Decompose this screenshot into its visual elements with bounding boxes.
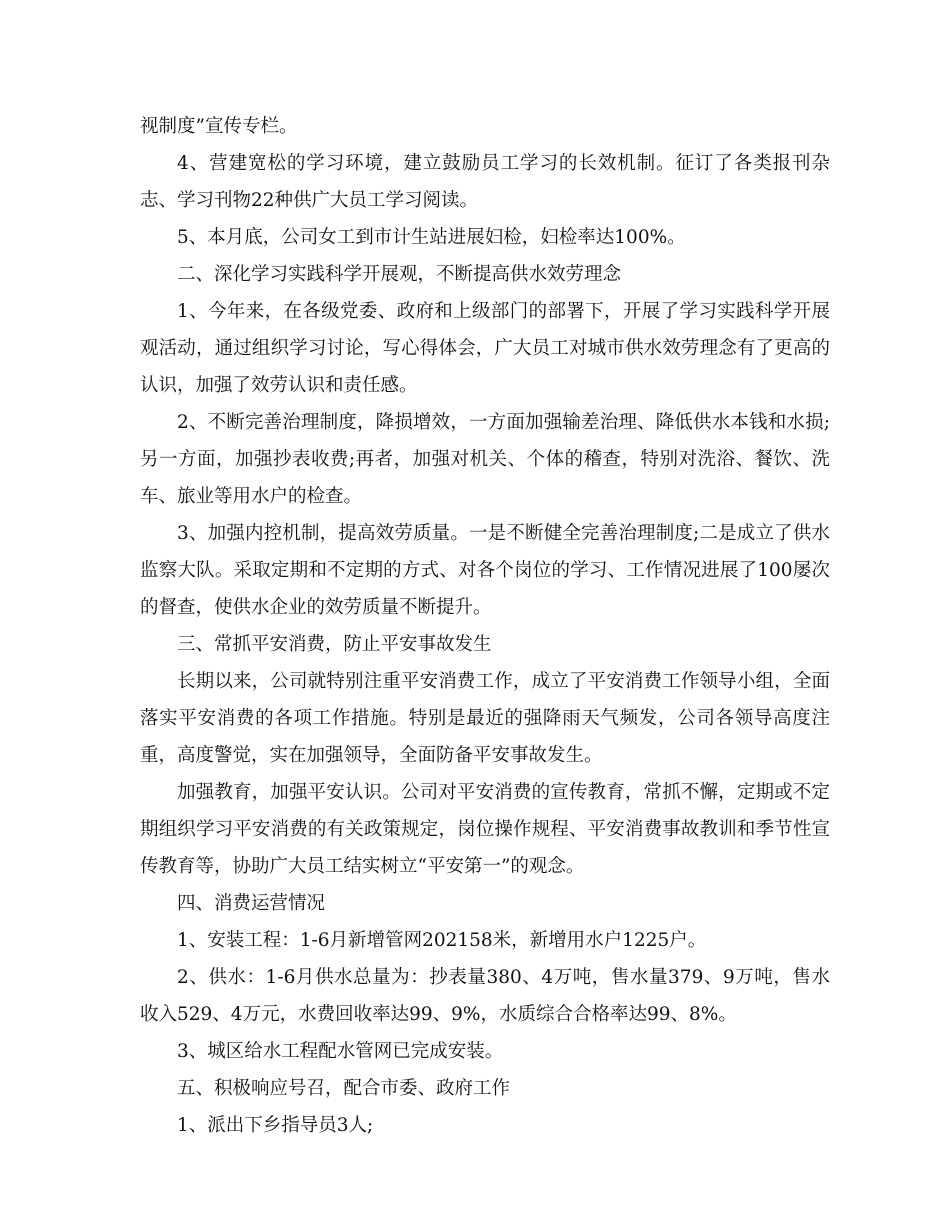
document-body <box>140 108 830 1144</box>
paragraph: 2、不断完善治理制度，降损增效，一方面加强输差治理、降低供水本钱和水损;另一方面，加强抄表收费;再者，加强对机关、个体的稽查，特别对洗浴、餐饮、洗车、旅业等用水户的检查。 <box>140 412 830 507</box>
paragraph: 2、供水：1-6月供水总量为：抄表量380、4万吨，售水量379、9万吨，售水收入529、4万元，水费回收率达99、9%，水质综合合格率达99、8%。 <box>140 967 830 1025</box>
paragraph: 3、城区给水工程配水管网已完成安装。 <box>177 1041 504 1062</box>
paragraph: 1、今年来，在各级党委、政府和上级部门的部署下，开展了学习实践科学开展观活动，通过组织学习讨论，写心得体会，广大员工对城市供水效劳理念有了更高的认识，加强了效劳认识和责任感。 <box>140 301 830 396</box>
paragraph: 4、营建宽松的学习环境，建立鼓励员工学习的长效机制。征订了各类报刊杂志、学习刊物22种供广大员工学习阅读。 <box>140 153 830 211</box>
paragraph: 加强教育，加强平安认识。公司对平安消费的宣传教育，常抓不懈，定期或不定期组织学习平安消费的有关政策规定，岗位操作规程、平安消费事故教训和季节性宣传教育等，协助广大员工结实树立“平安第一”的观念。 <box>140 782 830 877</box>
paragraph: 1、安装工程：1-6月新增管网202158米，新增用水户1225户。 <box>177 930 707 951</box>
paragraph: 3、加强内控机制，提高效劳质量。一是不断健全完善治理制度;二是成立了供水监察大队。采取定期和不定期的方式、对各个岗位的学习、工作情况进展了100屡次的督查，使供水企业的效劳质量不断提升。 <box>140 523 830 618</box>
section-heading: 四、消费运营情况 <box>177 893 326 914</box>
section-heading: 三、常抓平安消费，防止平安事故发生 <box>177 634 492 655</box>
paragraph: 5、本月底，公司女工到市计生站进展妇检，妇检率达100%。 <box>177 227 686 248</box>
paragraph: 长期以来，公司就特别注重平安消费工作，成立了平安消费工作领导小组，全面落实平安消费的各项工作措施。特别是最近的强降雨天气频发，公司各领导高度注重，高度警觉，实在加强领导，全面防备平安事故发生。 <box>140 671 830 766</box>
section-heading: 五、积极响应号召，配合市委、政府工作 <box>177 1078 511 1099</box>
paragraph: 视制度”宣传专栏。 <box>140 116 298 137</box>
paragraph: 1、派出下乡指导员3人; <box>177 1115 374 1136</box>
section-heading: 二、深化学习实践科学开展观，不断提高供水效劳理念 <box>177 264 622 285</box>
